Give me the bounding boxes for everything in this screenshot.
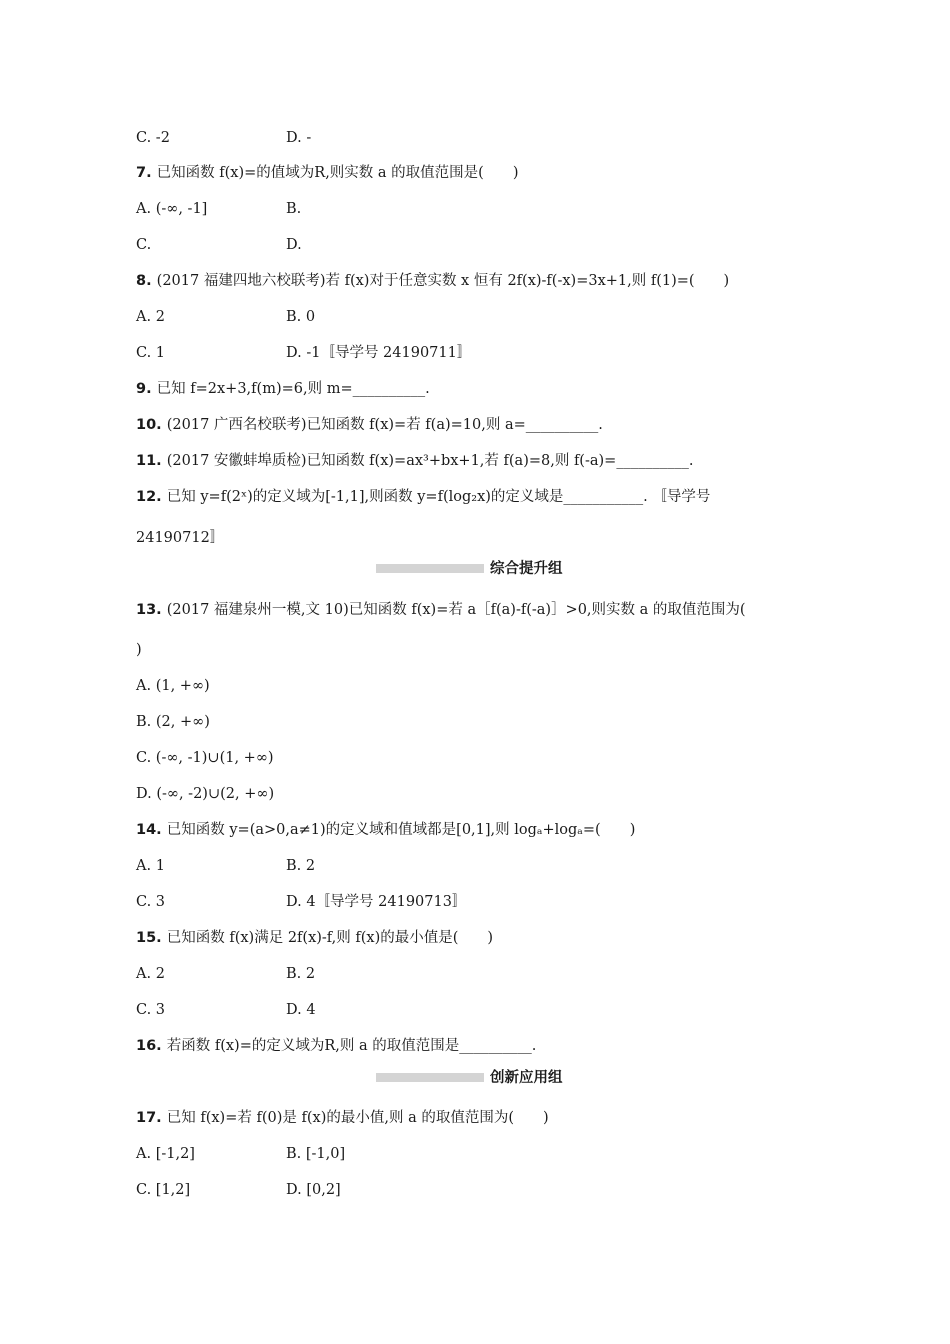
q14-option-c: C. 3: [136, 894, 166, 910]
q15-option-d: D. 4: [286, 1002, 316, 1018]
question-9: [136, 379, 430, 399]
question-7: [136, 163, 518, 183]
question-number: 17.: [136, 1110, 167, 1126]
question-text: (2017 福建泉州一模,文 10)已知函数 f(x)=若 a［f(a)-f(-a)］>0,则实数 a 的取值范围为(: [166, 602, 746, 618]
question-number: 9.: [136, 381, 157, 397]
q14-option-a: A. 1: [136, 858, 165, 874]
question-number: 11.: [136, 453, 167, 469]
question-text: 已知函数 y=(a>0,a≠1)的定义域和值域都是[0,1],则 logₐ+logₐ=( ): [166, 822, 636, 838]
q15-option-b: B. 2: [286, 966, 316, 982]
section-bar: [376, 1073, 484, 1082]
q7-option-c: C.: [136, 237, 152, 253]
question-text: (2017 广西名校联考)已知函数 f(x)=若 f(a)=10,则 a=__________.: [166, 417, 603, 433]
q13-option-a: A. (1, +∞): [136, 678, 210, 694]
question-13: [136, 600, 746, 620]
q8-option-b: B. 0: [286, 309, 316, 325]
q14-option-b: B. 2: [286, 858, 316, 874]
question-number: 14.: [136, 822, 167, 838]
q17-option-a: A. [-1,2]: [136, 1146, 195, 1162]
q6-option-d: D. -: [286, 130, 312, 146]
question-number: 7.: [136, 165, 157, 181]
question-text: 已知函数 f(x)=的值域为R,则实数 a 的取值范围是( ): [156, 165, 519, 181]
section-bar: [376, 564, 484, 573]
q8-option-d: D. -1〚导学号 24190711〛: [286, 345, 472, 361]
q15-option-c: C. 3: [136, 1002, 166, 1018]
q17-option-b: B. [-1,0]: [286, 1146, 346, 1162]
question-15: [136, 928, 493, 948]
q15-option-a: A. 2: [136, 966, 165, 982]
question-text: 已知 f=2x+3,f(m)=6,则 m=__________.: [156, 381, 430, 397]
question-text: 若函数 f(x)=的定义域为R,则 a 的取值范围是__________.: [166, 1038, 537, 1054]
question-number: 8.: [136, 273, 157, 289]
section-title: 创新应用组: [490, 1070, 563, 1086]
section-header-comprehensive: [376, 559, 576, 579]
q14-option-d: D. 4〚导学号 24190713〛: [286, 894, 467, 910]
question-text: 已知 y=f(2ˣ)的定义域为[-1,1],则函数 y=f(log₂x)的定义域是___________. 〚导学号: [166, 489, 711, 505]
q17-option-c: C. [1,2]: [136, 1182, 191, 1198]
q13-option-d: D. (-∞, -2)∪(2, +∞): [136, 786, 275, 802]
q7-option-b: B.: [286, 201, 302, 217]
q13-option-c: C. (-∞, -1)∪(1, +∞): [136, 750, 274, 766]
question-10: [136, 415, 603, 435]
question-8: [136, 271, 729, 291]
question-number: 16.: [136, 1038, 167, 1054]
question-12: [136, 487, 710, 507]
question-number: 12.: [136, 489, 167, 505]
question-17: [136, 1108, 549, 1128]
q17-option-d: D. [0,2]: [286, 1182, 341, 1198]
question-text: (2017 福建四地六校联考)若 f(x)对于任意实数 x 恒有 2f(x)-f(-x)=3x+1,则 f(1)=( ): [156, 273, 730, 289]
q7-option-d: D.: [286, 237, 302, 253]
question-text: (2017 安徽蚌埠质检)已知函数 f(x)=ax³+bx+1,若 f(a)=8,则 f(-a)=__________.: [166, 453, 694, 469]
q8-option-c: C. 1: [136, 345, 166, 361]
question-number: 15.: [136, 930, 167, 946]
section-header-innovative: [376, 1068, 576, 1088]
question-11: [136, 451, 693, 471]
q8-option-a: A. 2: [136, 309, 165, 325]
question-number: 13.: [136, 602, 167, 618]
section-title: 综合提升组: [490, 561, 563, 577]
question-text: 已知 f(x)=若 f(0)是 f(x)的最小值,则 a 的取值范围为( ): [166, 1110, 549, 1126]
q7-option-a: A. (-∞, -1]: [136, 201, 208, 217]
q6-option-c: C. -2: [136, 130, 170, 146]
question-text: 已知函数 f(x)满足 2f(x)-f,则 f(x)的最小值是( ): [166, 930, 494, 946]
question-14: [136, 820, 635, 840]
question-12-continued: 24190712〛: [136, 530, 225, 546]
question-number: 10.: [136, 417, 167, 433]
q13-option-b: B. (2, +∞): [136, 714, 210, 730]
question-16: [136, 1036, 536, 1056]
question-13-continued: ): [136, 642, 142, 658]
